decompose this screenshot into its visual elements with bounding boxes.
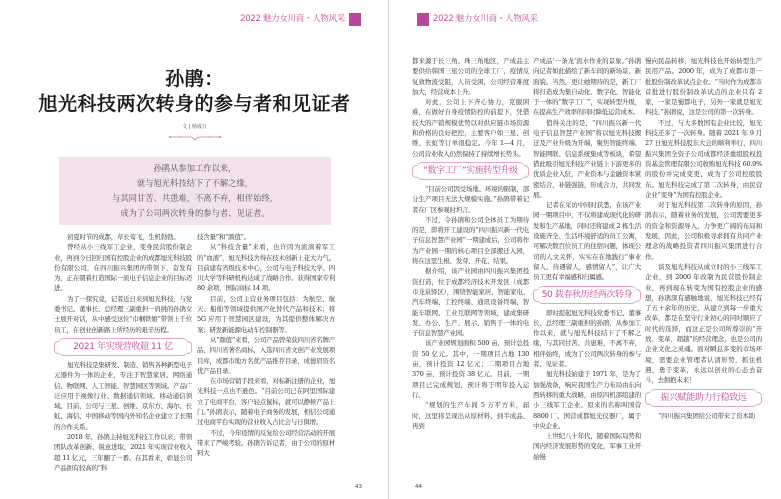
article-title-line1: 孙鹃： (165, 68, 224, 90)
body-paragraph: “规划的生产车间 5 万平方米，届时，这里将呈现出从原材料、到半成品、再到 (412, 401, 529, 430)
body-paragraph: 产成品‘一条龙’流水作业的景象。”孙鹃向记者如此描绘了新车间的新场景、新面貌。当然，更让她期待的是，新工厂将打造成为集自动化、数字化、智能化于一体的“数字工厂”，实现转型升级，在提高生产效率的同时降低运营成本。 (533, 57, 641, 117)
body-paragraph: “四川振兴集团给公司带来了资本助 (658, 411, 755, 420)
text-column-1 (54, 232, 192, 473)
body-paragraph: 为了一探究竟，记者近日来到旭光科技，与党委书记、董事长、总经理三副重担一肩挑的孙鹃女士展开对话，从中感受这位“巾帼铁娘”带领上千位员工，在创业创新路上所经历的艰辛历程。 (54, 294, 192, 334)
accent-square (349, 13, 361, 26)
body-paragraph: 旭光科技是集研发、制造、销售各种新型电子元器件为一体的企业，专注于智慧家居、网络通信、物联网、人工智能、智慧园区等领域。产品广泛应用于视像行业、数据通信领域、移动通信领域。目前，公司与三星、创维、京东方、海尔、长虹、海信、中国移动等国内外知名企业建立了长期的合作关系。 (54, 360, 192, 431)
lead-line: 与其同甘苦、共患难，不离不弃，相伴始终， (112, 193, 278, 203)
body-paragraph: 不过，今年疫情的反复给公司经营活动的开展带来了严峻考验。孙鹃告诉记者，由于公司的原材料大 (197, 428, 335, 458)
section-heading: 2021 年实现营收超 11 亿 (58, 338, 188, 356)
running-head: 2022 魅力女川商・人物风采 (433, 14, 538, 24)
body-paragraph: 都来源于长三角、珠三角地区，产成品主要供给韩国三星公司的全球工厂，疫情反复致物流受阻，人员受困，公司经营难度加大，经营成本上升。 (412, 57, 529, 96)
body-paragraph: 不过，与大多数国有企业比较，旭光科技还多了一次转身。随着 2021 年 9 月 27 日旭光科技股东大会的顺利举行，四川振兴集团全资子公司成都经济重组股权投资基金管理有限公司收购旭光科技 60.9% 的股份并完成变更，成为了公司控股股东。旭光科技完成了第二次转身，由民营企业“变身”为国有控股企业。 (645, 118, 762, 199)
body-paragraph: 技含量”和“颜值”。 (197, 233, 250, 241)
body-paragraph: 即时提起旭光科技党委书记、董事长、总经理三副重担的孙鹃，从参加工作以来，就与旭光科技结下了不解之缘，与其同甘苦、共患难，不离不弃，相伴始终，成为了公司两次转身的参与者、见证者。 (533, 308, 641, 369)
article-title-line2: 旭光科技两次转身的参与者和见证者 (38, 93, 351, 115)
body-paragraph: 不过，令孙鹃和公司全体员工为期待的是，即将开工建设的“四川振兴新一代电子信息智慧产业园”一期建成后，公司将作为产业园一期的核心项目全部搬迁入园，将在这里生根、发芽、开花、结果。 (412, 215, 529, 266)
lead-quote-box (59, 157, 331, 225)
section-heading: 50 载春秋历经两次转身 (537, 286, 637, 304)
body-paragraph: 对此，公司上下齐心协力，克服困难，在做好自身疫情防控的前提下，凭借较大的产销规模优势以对供应链市场资源和价格的良好把控，主要客户如三星、创维、长虹等订单很稳定。今年 1—4 月，公司营业收入仍然保持了持续增长势头。 (412, 98, 529, 158)
page-number: 43 (355, 484, 362, 490)
text-column-2 (197, 232, 335, 459)
body-paragraph: 目前，公司主营业务项目包括：为航空、航天、船舶等领域提供国产化替代产品和技术；将 5G 应用于智慧园区建设，为其提供整体解决方案；研发新能源电动车控制器等。 (197, 294, 335, 334)
section-heading: 振兴赋能助力行稳致远 (649, 389, 758, 407)
body-paragraph: 记者在采访中同时获悉，在该产业园一期项目中，不仅将建成现代化的研发和生产基地，同时还将建成 2 栋生活设施齐全、生活环境舒适的员工公寓，可解决数百位员工的住宿问题，体现公司的人文关怀，实实在在地践行“事业留人，待遇留人，感情留人”，让广大员工更有幸福感和归属感。 (533, 201, 641, 282)
body-paragraph: 2018 年，孙鹃主持旭光科技工作以来，带领团队改革创新、锐意进取，2021 年实现营业收入超 11 亿元，三年翻了一番。在其看来，彰显公司产品拥有较高的“科 (54, 433, 192, 472)
flourish-ornament-icon (168, 133, 222, 143)
lead-line: 孙鹃从参加工作以来， (153, 163, 237, 173)
body-paragraph: 初夏时节的成都，草长莺飞，生机勃勃。 (67, 233, 180, 241)
body-paragraph: 据介绍，该产业园由四川振兴集团投资打造，位于成都经济技术开发区（成都市龙泉驿区），围绕智能家居、智能家电、汽车终端、工控终端、通讯设备终端、智能车联网、工业互联网等领域，建成集研发、办公、生产、展示、销售于一体的电子信息智慧产业园。 (412, 267, 529, 338)
body-paragraph: 慢向民品转移，旭光科技也开始转型生产民用产品。2000 年，成为了成都市第一批股份制改革试点企业。“当时作为成都市首批进行股份制改革试点的企业只有 2 家，一家是蜀都电子，另外一家就是旭光科技。”孙鹃说，这是公司的第一次转身。 (645, 57, 762, 117)
body-paragraph: 上世纪八十年代，随着国际局势和国内经济发展形势的变化，军事工业开始慢 (533, 432, 641, 461)
body-paragraph: “目前公司因受场地、环境的限制，部分生产项目无法大规模实施。”孙鹃带着记者在厂区参观时坦言。 (412, 184, 529, 214)
lead-line: 成为了公司两次转身的参与者、见证者。 (120, 208, 270, 218)
body-paragraph: 该产业园规划面积 500 亩，预计总投资 50 亿元。其中，一期项目占地 130 亩，预计投资 12 亿元；二期项目占地 370 亩，预计投资 38 亿元。目前，一期项目已完成规划，预计将于明年投入运行。 (412, 339, 529, 399)
body-paragraph: 从“颜值”来看，公司产品曾荣获四川省名牌产品、四川省著名商标，入选四川省文创产业发展项目库，成都市地方名优产品推荐目录，成德眉资名优产品目录。 (197, 335, 335, 375)
left-page (0, 0, 389, 499)
section-heading: “数字工厂”实施转型升级 (416, 162, 525, 180)
body-paragraph: 谈及旭光科技从成立时的小三线军工企业，到 2000 年改制为民营股份制企业，再到现在转变为国有控股企业的感想，孙鹃深有感触地说，旭光科技已经有了五十余年的历史，从建立到每一步重大改革，都是在坚守行业初心的同时顺应了时代的选择，而这正是公司所尊崇的“开放、变革、超越”的经营理念，也是公司的企业文化之灵魂。面对瞬息多变的市场环境，需要企业管理者认清形势，抓住机遇，勇于变革，永远以创业的心态去奋斗，去拥抱未来！ (645, 262, 762, 385)
body-paragraph: 从“科技含量”来看，也许因为流淌着军工的“血液”，旭光科技舍得在技术创新上花大力气。目前建有省级技术中心，公司与电子科技大学、四川大学等科研机构达成了战略合作。获得国家专利 80 余项，国际商标 14 项。 (197, 243, 335, 293)
text-column-5 (645, 56, 762, 421)
body-paragraph: 对于旭光科技第二次转身的原因，孙鹃表示，随着业务的发展，公司需要更多的资金和资源导入，力争更广阔的布局和发展，因此，公司积极寻求拥有共同产业理念的战略投资者四川振兴集团进行合作。 (645, 201, 762, 261)
body-paragraph: 旭光科技始建于 1971 年，是为了加强战备，响应我国生产力布局由东向西转移的重大战略，由原四机部组建的小三线军工企业。原来的名称叫国营 8800 厂、国营成都旭光仪器厂，属于中央企业。 (533, 370, 641, 430)
text-column-3 (412, 56, 529, 431)
page-divider (388, 0, 389, 499)
lead-line: 就与旭光科技结下了不解之缘， (136, 178, 254, 188)
running-head: 2022 魅力女川商・人物风采 (240, 14, 345, 24)
text-column-4 (533, 56, 641, 462)
page-number: 44 (415, 484, 422, 490)
body-paragraph: 曾经从小三线军工企业，变身民营股份制企业，再到今日回归国有控股企业的成都旭光科技股份有限公司，在四川振兴集团的带领下，奋发有为，正在朝着打造国际一流电子信息企业的目标迈进。 (54, 243, 192, 293)
accent-square (417, 13, 429, 26)
body-paragraph: 值得关注的是，“四川振兴新一代电子信息智慧产业园”将以旭光科技搬迁及产业升级为开端，聚焦智能终端、智能网联、信息系统集成等板块，希望借此吸引旭光科技产业链上下游更多的优质企业入驻，产业资本与金融资本紧密结合，补链强链，形成合力，共同发展。 (533, 118, 641, 199)
body-paragraph: 在市场营销手段来看，对标新注册的企业，旭光科技一点也不逊色。“目前公司已在阿里国际建立了电商平台，客户轻点鼠标，就可以静候产品上门。”孙鹃表示，随着电子商务的发展，相信公司通过电商平台实现的营业收入占比会与日俱增。 (197, 377, 335, 427)
byline: 文 | 杨成万 (182, 124, 207, 130)
right-page (390, 0, 781, 499)
